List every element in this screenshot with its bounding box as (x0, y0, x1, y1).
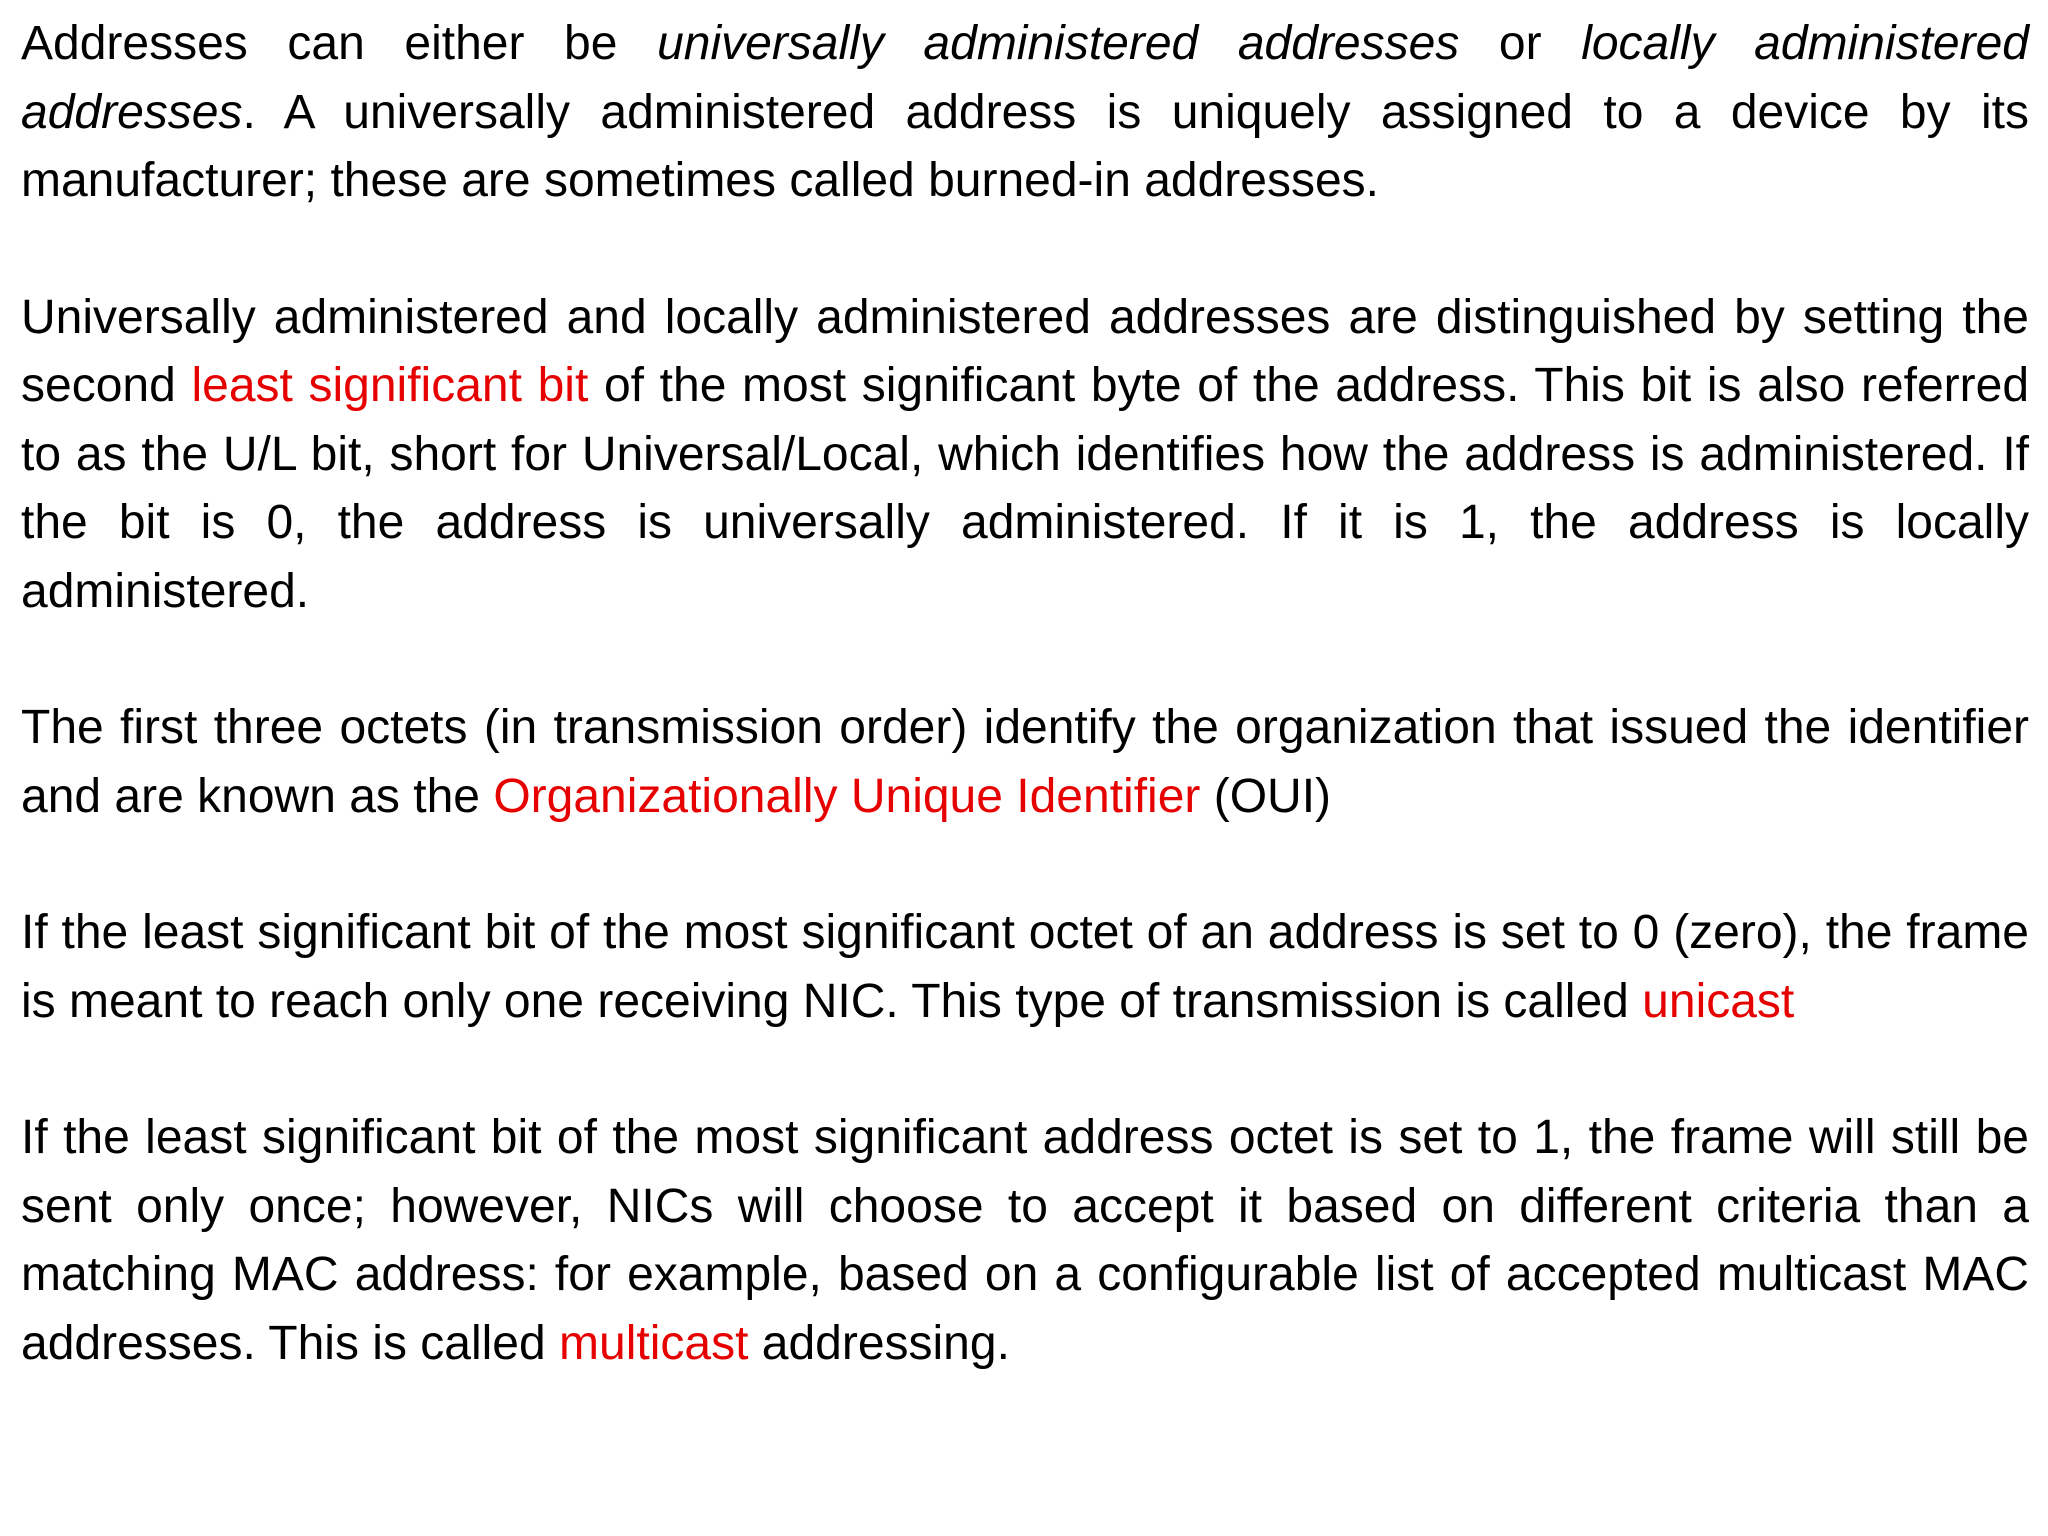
term-locally-administered: locally administered addresses (21, 17, 2029, 139)
paragraph-address-types (21, 10, 2029, 216)
highlight-least-significant-bit: least significant bit (191, 359, 589, 412)
text: addressing. (748, 1316, 1010, 1370)
paragraph-ul-bit (21, 284, 2029, 627)
text: or (1459, 17, 1582, 70)
term-universally-administered: universally administered addresses (657, 17, 1460, 70)
highlight-unicast: unicast (1642, 974, 1795, 1028)
paragraph-unicast (21, 899, 2029, 1036)
text: . A universally administered address is uniquely assigned to a device by its manufacturer; these are sometimes called burned-in addresses. (21, 85, 2029, 207)
text: If the least significant bit of the most significant address octet is set to 1, the frame will still be sent only once; however, NICs will choose to accept it based on different criteria than a matching MAC address: for example, based on a configurable list of accepted multicast MAC addresses. This is called (21, 1111, 2029, 1370)
text: Universally administered and locally administered addresses are distinguished by setting the second (21, 290, 2029, 412)
text: (OUI) (1200, 769, 1332, 823)
highlight-oui: Organizationally Unique Identifier (493, 769, 1201, 823)
slide-body (21, 10, 2029, 1378)
text: of the most significant byte of the address. This bit is also referred to as the U/L bit, short for Universal/Local, which identifies how the address is administered. If the bit is 0, the address is universally administered. If it is 1, the address is locally administered. (21, 359, 2030, 618)
paragraph-multicast (21, 1104, 2029, 1378)
highlight-multicast: multicast (559, 1316, 749, 1370)
text: If the least significant bit of the most significant octet of an address is set to 0 (zero), the frame is meant to reach only one receiving NIC. This type of transmission is called (21, 906, 2029, 1028)
text: The first three octets (in transmission order) identify the organization that issued the identifier and are known as the (21, 701, 2029, 823)
text: Addresses can either be (21, 17, 658, 70)
paragraph-oui (21, 694, 2029, 831)
